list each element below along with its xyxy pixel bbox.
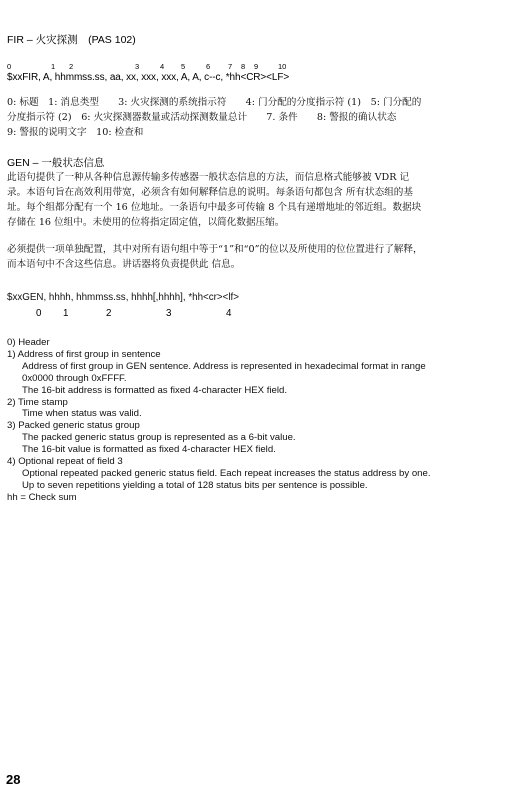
gen-index: 1 <box>63 308 69 319</box>
gen-field-detail: The packed generic status group is represented as a 6-bit value. <box>22 432 296 444</box>
gen-field-label: 3) Packed generic status group <box>7 420 140 432</box>
gen-field-label: 2) Time stamp <box>7 396 68 408</box>
gen-field-label: 1) Address of first group in sentence <box>7 348 161 360</box>
gen-field-list <box>7 337 517 504</box>
gen-field-detail: Up to seven repetitions yielding a total of 128 status bits per sentence is possible. <box>22 479 368 491</box>
fir-title: FIR – 火灾探测 (PAS 102) <box>7 34 136 46</box>
gen-note-line: 而本语句中不含这些信息。讲话器将负责提供此 信息。 <box>7 259 241 270</box>
fir-index: 4 <box>160 62 165 71</box>
gen-field-detail: The 16-bit value is formatted as fixed 4-character HEX field. <box>22 444 276 456</box>
fir-field-descriptions <box>7 95 515 140</box>
gen-field-detail: 0x0000 through 0xFFFF. <box>22 372 127 384</box>
gen-field-detail: Time when status was valid. <box>22 408 142 420</box>
gen-description <box>7 170 515 230</box>
gen-description-line: 址。每个组都分配有一个 16 位地址。一条语句中最多可传输 8 个具有递增地址的邻近组。数据块 <box>7 202 422 213</box>
fir-index: 2 <box>69 62 74 71</box>
fir-field-line: 分度指示符 (2) 6: 火灾探测器数量或活动探测数量总计 7. 条件 8: 警报的确认状态 <box>7 112 397 123</box>
fir-field-indices <box>7 62 307 72</box>
gen-field-label: hh = Check sum <box>7 491 77 503</box>
gen-index: 3 <box>166 308 172 319</box>
fir-index: 7 <box>228 62 233 71</box>
fir-index: 6 <box>206 62 211 71</box>
gen-configuration-note <box>7 242 515 272</box>
gen-description-line: 存储在 16 位组中。未使用的位将指定固定值，以简化数据压缩。 <box>7 217 285 228</box>
gen-field-label: 4) Optional repeat of field 3 <box>7 456 123 468</box>
gen-note-line: 必须提供一项单独配置，其中对所有语句组中等于“1”和“0”的位以及所使用的位位置进行了解释， <box>7 244 423 255</box>
gen-field-detail: Address of first group in GEN sentence. Address is represented in hexadecimal format in range <box>22 360 426 372</box>
gen-description-line: 此语句提供了一种从各种信息源传输多传感器一般状态信息的方法，而信息格式能够被 VDR 记 <box>7 172 410 183</box>
fir-field-line: 0: 标题 1: 消息类型 3: 火灾探测的系统指示符 4: 门分配的分度指示符 (1) 5: 门分配的 <box>7 97 422 108</box>
gen-description-line: 录。本语句旨在高效利用带宽，必须含有如何解释信息的说明。每条语句都包含 所有状态组的基 <box>7 187 413 198</box>
gen-field-detail: Optional repeated packed generic status field. Each repeat increases the status address by one. <box>22 467 431 479</box>
gen-field-indices <box>7 308 307 320</box>
fir-index: 1 <box>51 62 56 71</box>
gen-sentence-format: $xxGEN, hhhh, hhmmss.ss, hhhh[,hhhh], *hh<cr><lf> <box>7 292 239 303</box>
fir-index: 3 <box>135 62 140 71</box>
fir-index: 8 <box>241 62 246 71</box>
gen-title: GEN – 一般状态信息 <box>7 157 105 169</box>
fir-sentence-format: $xxFIR, A, hhmmss.ss, aa, xx, xxx, xxx, A, A, c--c, *hh<CR><LF> <box>7 72 290 83</box>
gen-index: 4 <box>226 308 232 319</box>
gen-field-label: 0) Header <box>7 337 50 348</box>
fir-index: 0 <box>7 62 12 71</box>
gen-field-detail: The 16-bit address is formatted as fixed 4-character HEX field. <box>22 384 288 396</box>
gen-index: 2 <box>106 308 112 319</box>
fir-index: 10 <box>278 62 287 71</box>
page-number: 28 <box>6 772 21 787</box>
fir-index: 9 <box>254 62 259 71</box>
fir-index: 5 <box>181 62 186 71</box>
gen-index: 0 <box>36 308 42 319</box>
fir-field-line: 9: 警报的说明文字 10: 检查和 <box>7 127 144 138</box>
